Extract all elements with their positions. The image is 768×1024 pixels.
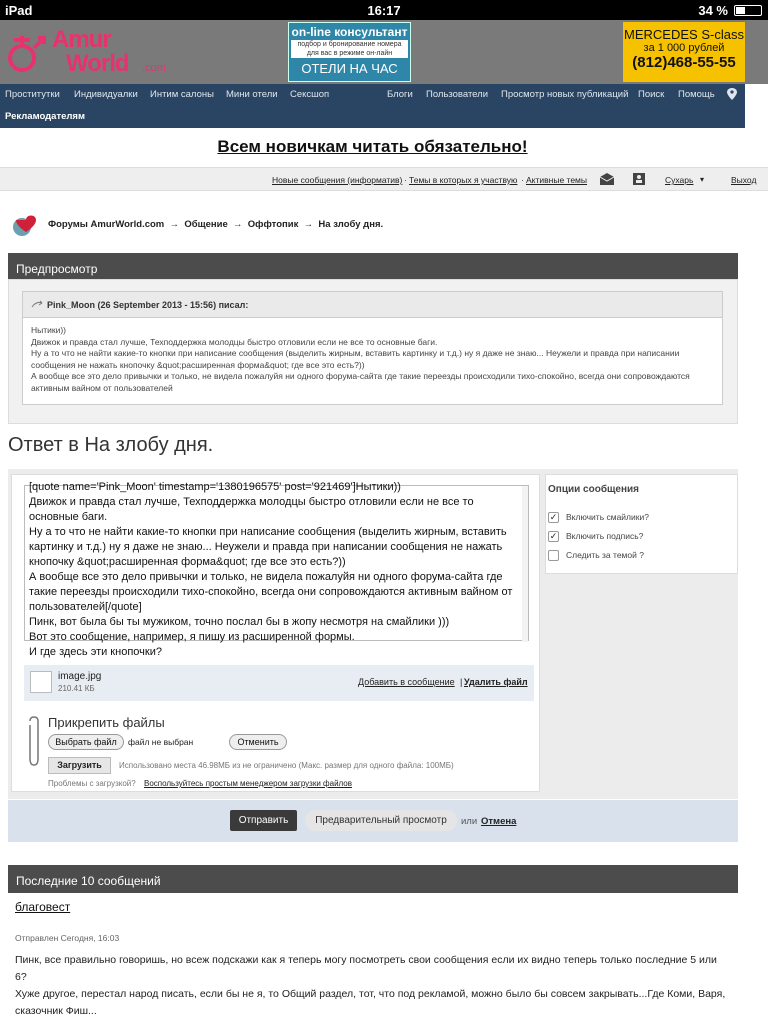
follow-topic-label: Следить за темой ?: [566, 550, 644, 560]
site-header: [0, 20, 768, 84]
editor-line: Ну а то что не найти какие-то кнопки при написание сообщения (выделить жирным, вставить картинку и т.д.) ну я даже не знаю... Неужели и правда при написании сообщения не нажать кнопочку &quot;расширенная форма&quot; где все это есть?)): [29, 526, 507, 568]
last-posts-bar: Последние 10 сообщений: [8, 865, 738, 893]
or-label: или: [461, 816, 478, 827]
main-nav: [0, 84, 745, 128]
forum-logo-icon: [10, 210, 44, 240]
logo-mark-icon: [4, 34, 48, 74]
attachment-size: 210.41 КБ: [58, 684, 95, 693]
attachment-name: image.jpg: [58, 671, 102, 682]
preview-button[interactable]: Предварительный просмотр: [305, 810, 457, 831]
nav-item[interactable]: Помощь: [678, 89, 715, 100]
send-button[interactable]: Отправить: [230, 810, 297, 831]
signature-checkbox[interactable]: ✓: [549, 531, 558, 541]
follow-topic-checkbox[interactable]: [548, 550, 559, 561]
nav-item[interactable]: Блоги: [387, 89, 413, 100]
nav-item[interactable]: Индивидуалки: [74, 89, 138, 100]
nav-item[interactable]: Мини отели: [226, 89, 278, 100]
attachment-row: image.jpg 210.41 КБ Добавить в сообщение | Удалить файл: [24, 665, 534, 701]
quote-author: Pink_Moon (26 September 2013 - 15:56) писал:: [47, 300, 249, 310]
attach-files-title: Прикрепить файлы: [48, 715, 165, 730]
preview-panel: [8, 279, 738, 424]
ad-mercedes-title: MERCEDES S-class: [624, 27, 744, 42]
ad-online-desc: подбор и бронирование номера для вас в режиме он-лайн: [291, 40, 408, 58]
battery-percent: 34 %: [698, 3, 728, 18]
choose-file-button[interactable]: Выбрать файл: [48, 734, 124, 750]
breadcrumb-offtopic[interactable]: Оффтопик: [247, 219, 299, 230]
add-to-post-link[interactable]: Добавить в сообщение: [358, 677, 455, 687]
breadcrumb-forums[interactable]: Форумы AmurWorld.com: [48, 219, 165, 230]
ad-online-title: on-line консультант: [291, 25, 408, 39]
my-topics-link[interactable]: Темы в которых я участвую: [409, 175, 518, 185]
nav-item[interactable]: Интим салоны: [150, 89, 214, 100]
nav-item[interactable]: Поиск: [638, 89, 665, 100]
nav-item[interactable]: Проститутки: [5, 89, 60, 100]
quote-line: Нытики)): [31, 325, 67, 335]
last-post-text: Пинк, все правильно говоришь, но всеж подскажи как я теперь могу посмотреть свои сообщения если их видно теперь только последние 5 или 6? Хуже другое, перестал народ писать, если бы не я, то Общий раздел, тот, что под рекламой, можно было бы совсем закрывать...Где Коми, Варя, сказочник Фиш...: [15, 954, 726, 1017]
cancel-upload-button[interactable]: Отменить: [229, 734, 287, 750]
options-title: Опции сообщения: [548, 484, 640, 495]
breadcrumb-general[interactable]: Общение: [184, 219, 228, 230]
breadcrumb-topic[interactable]: На злобу дня.: [318, 219, 384, 230]
editor-line: А вообще все это дело привычки и только, не видела пожалуйя ни одного форума-сайта где такие переезды происходили тихо-спокойно, всегда они сопровождаются активным вайном от пользователей[/quote]: [29, 571, 513, 613]
editor-line: И где здесь эти кнопочки?: [29, 646, 162, 658]
nav-item[interactable]: Пользователи: [426, 89, 489, 100]
nav-item[interactable]: Сексшоп: [290, 89, 330, 100]
breadcrumb: Форумы AmurWorld.com → Общение → Оффтопик → На злобу дня.: [8, 210, 728, 240]
signature-label: Включить подпись?: [566, 531, 644, 541]
ad-mercedes-phone: (812)468-55-55: [632, 54, 736, 71]
profile-card-icon[interactable]: [632, 172, 646, 186]
editor-line: [quote name='Pink_Moon' timestamp='1380196575' post='921469']Нытики)): [29, 481, 401, 493]
upload-button[interactable]: Загрузить: [48, 757, 111, 774]
logo-suffix: .com: [142, 62, 166, 74]
last-post-date: Отправлен Сегодня, 16:03: [15, 933, 120, 943]
smilies-checkbox[interactable]: ✓: [549, 512, 558, 522]
quote-line: А вообще все это дело привычки и только, не видела пожалуйя ни одного форума-сайта где такие переезды происходили тихо-спокойно, всегда они сопровождаются активным вайном от пользователей: [31, 371, 690, 393]
last-post-author[interactable]: благовест: [15, 900, 71, 914]
no-file-label: файл не выбран: [128, 737, 194, 747]
active-topics-link[interactable]: Активные темы: [526, 175, 588, 185]
reply-area: [8, 469, 738, 799]
messages-icon[interactable]: [599, 172, 615, 186]
paperclip-icon: [26, 715, 40, 767]
nav-advertisers[interactable]: Рекламодателям: [5, 111, 86, 122]
ad-online-cta: ОТЕЛИ НА ЧАС: [301, 61, 398, 76]
problems-text: Проблемы с загрузкой?: [48, 779, 136, 788]
new-posts-link[interactable]: Новые сообщения (информатив): [272, 175, 403, 185]
quote-line: Движок и правда стал лучше, Техподдержка молодцы быстро отловили если не все то основные баги.: [31, 336, 438, 347]
quote-arrow-icon: [32, 301, 42, 309]
simple-uploader-link[interactable]: Воспользуйтесь простым менеджером загрузки файлов: [144, 779, 352, 788]
editor-scrollbar[interactable]: [522, 486, 528, 642]
ad-mercedes-price: за 1 000 рублей: [643, 42, 725, 54]
newbies-banner-link[interactable]: Всем новичкам читать обязательно!: [217, 137, 528, 156]
logout-link[interactable]: Выход: [731, 175, 757, 185]
logo-text-2: World: [66, 50, 129, 77]
ad-mercedes[interactable]: [623, 22, 745, 82]
username-menu[interactable]: Сухарь: [665, 175, 694, 185]
ad-online-consultant[interactable]: [288, 22, 411, 82]
attachment-thumbnail: [30, 671, 52, 693]
message-editor[interactable]: [24, 481, 529, 658]
device-label: iPad: [5, 3, 33, 18]
cancel-link[interactable]: Отмена: [481, 816, 517, 827]
preview-bar: Предпросмотр: [8, 253, 738, 280]
reply-panel: [11, 474, 540, 792]
clock: 16:17: [367, 3, 401, 18]
user-bar: Новые сообщения (информатив) · Темы в которых я участвую · Активные темы Сухарь ▾ Выход: [0, 167, 768, 191]
site-logo[interactable]: [4, 24, 204, 80]
delete-file-link[interactable]: Удалить файл: [464, 677, 528, 687]
status-bar: [0, 0, 768, 20]
quote-block: [22, 291, 723, 405]
quote-line: Ну а то что не найти какие-то кнопки при написание сообщения (выделить жирным, вставить картинку и т.д.) ну я даже не знаю... Неужели и правда при написании сообщения не нажать кнопочку &quot;расширенная форма&quot; где все это есть?)): [31, 348, 680, 370]
editor-line: Движок и правда стал лучше, Техподдержка молодцы быстро отловили если не все то основные баги.: [29, 496, 474, 523]
battery-icon: [734, 5, 762, 16]
logo-text-1: Amur: [52, 26, 111, 53]
smilies-label: Включить смайлики?: [566, 512, 649, 522]
editor-line: Пинк, вот была бы ты мужиком, точно послал бы в жопу несмотря на смайлики ))): [29, 616, 450, 628]
location-pin-icon[interactable]: [727, 88, 737, 100]
submit-bar: [8, 800, 738, 842]
chevron-down-icon[interactable]: ▾: [700, 175, 705, 184]
usage-text: Использовано места 46.98МБ из не ограничено (Макс. размер для одного файла: 100МБ): [119, 761, 454, 770]
message-options: [545, 474, 738, 574]
reply-title: Ответ в На злобу дня.: [8, 434, 214, 456]
nav-item[interactable]: Просмотр новых публикаций: [501, 89, 629, 100]
editor-line: Вот это сообщение, например, я пишу из расширенной формы.: [29, 631, 355, 643]
